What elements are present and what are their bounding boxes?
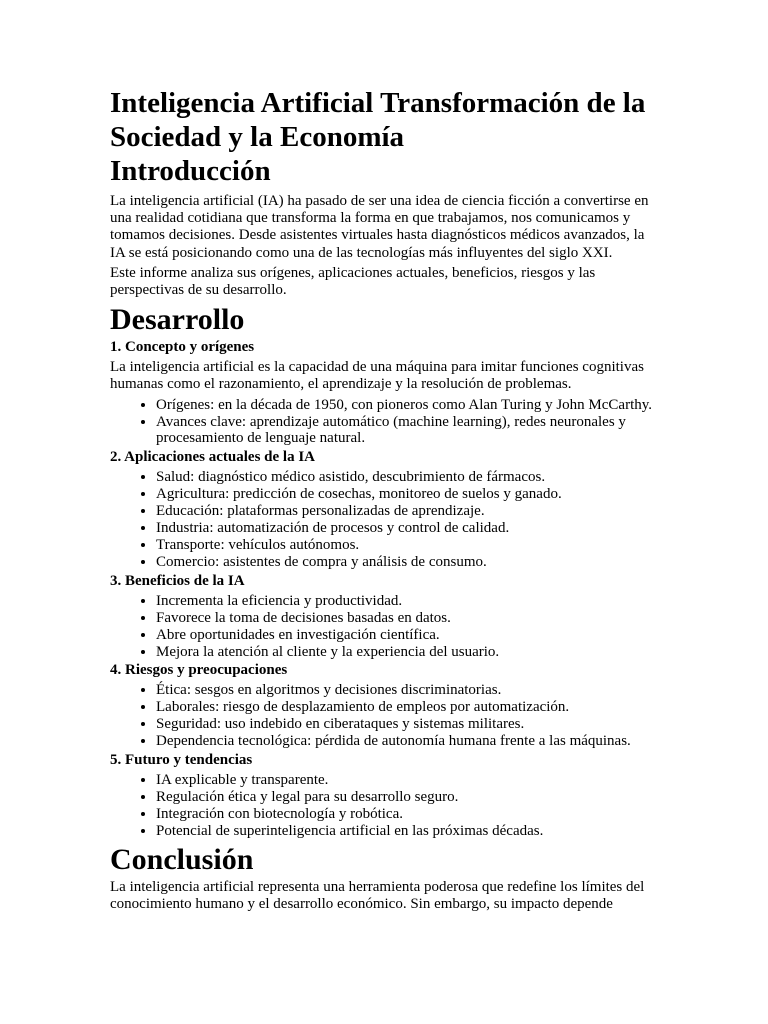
list-item: • Regulación ética y legal para su desarrollo seguro. [156,789,660,806]
list-item: • Transporte: vehículos autónomos. [156,537,660,554]
bullet-list [110,469,660,570]
intro-paragraph: Este informe analiza sus orígenes, aplicaciones actuales, beneficios, riesgos y las perspectivas de su desarrollo. [110,264,596,299]
section-heading: 4. Riesgos y preocupaciones [110,662,288,679]
list-item: • Industria: automatización de procesos y control de calidad. [156,520,660,537]
list-item: • Dependencia tecnológica: pérdida de autonomía humana frente a las máquinas. [156,733,660,750]
list-item: • Ética: sesgos en algoritmos y decisiones discriminatorias. [156,682,660,699]
list-item: • Incrementa la eficiencia y productividad. [156,593,660,610]
section-paragraph: La inteligencia artificial es la capacidad de una máquina para imitar funciones cognitivas humanas como el razonamiento, el aprendizaje y la resolución de problemas. [110,359,644,393]
bullet-list [110,682,660,750]
document-page [110,86,660,916]
bullet-list [110,397,660,448]
list-item: • Abre oportunidades en investigación científica. [156,627,660,644]
bullet-list [110,593,660,661]
list-item: • Laborales: riesgo de desplazamiento de empleos por automatización. [156,699,660,716]
section-heading: 2. Aplicaciones actuales de la IA [110,449,315,466]
document-title: Inteligencia Artificial Transformación de la Sociedad y la Economía [110,87,646,153]
list-item: • Seguridad: uso indebido en ciberataques y sistemas militares. [156,716,660,733]
conclusion-paragraph: La inteligencia artificial representa una herramienta poderosa que redefine los límites del conocimiento humano y el desarrollo económico. Sin embargo, su impacto depende [110,878,645,912]
intro-heading: Introducción [110,155,271,187]
list-item: • Agricultura: predicción de cosechas, monitoreo de suelos y ganado. [156,486,660,503]
conclusion-heading: Conclusión [110,842,254,876]
section-heading: 3. Beneficios de la IA [110,572,245,589]
list-item: • Integración con biotecnología y robótica. [156,806,660,823]
list-item: • Comercio: asistentes de compra y análisis de consumo. [156,554,660,571]
list-item: • Avances clave: aprendizaje automático (machine learning), redes neuronales y procesamiento de lenguaje natural. [156,414,660,448]
section-heading: 1. Concepto y orígenes [110,339,255,356]
list-item: • Educación: plataformas personalizadas de aprendizaje. [156,503,660,520]
development-heading: Desarrollo [110,303,245,337]
section-heading: 5. Futuro y tendencias [110,752,253,769]
list-item: • Orígenes: en la década de 1950, con pioneros como Alan Turing y John McCarthy. [156,397,660,414]
list-item: • Favorece la toma de decisiones basadas en datos. [156,610,660,627]
list-item: • IA explicable y transparente. [156,772,660,789]
bullet-list [110,772,660,840]
list-item: • Mejora la atención al cliente y la experiencia del usuario. [156,644,660,661]
list-item: • Salud: diagnóstico médico asistido, descubrimiento de fármacos. [156,469,660,486]
intro-paragraph: La inteligencia artificial (IA) ha pasado de ser una idea de ciencia ficción a convertirse en una realidad cotidiana que transforma la forma en que trabajamos, nos comunicamos y tomamos decisiones. Desde asistentes virtuales hasta diagnósticos médicos avanzados, la IA se está posicionando como una de las tecnologías más influyentes del siglo XXI. [110,193,649,261]
list-item: • Potencial de superinteligencia artificial en las próximas décadas. [156,823,660,840]
